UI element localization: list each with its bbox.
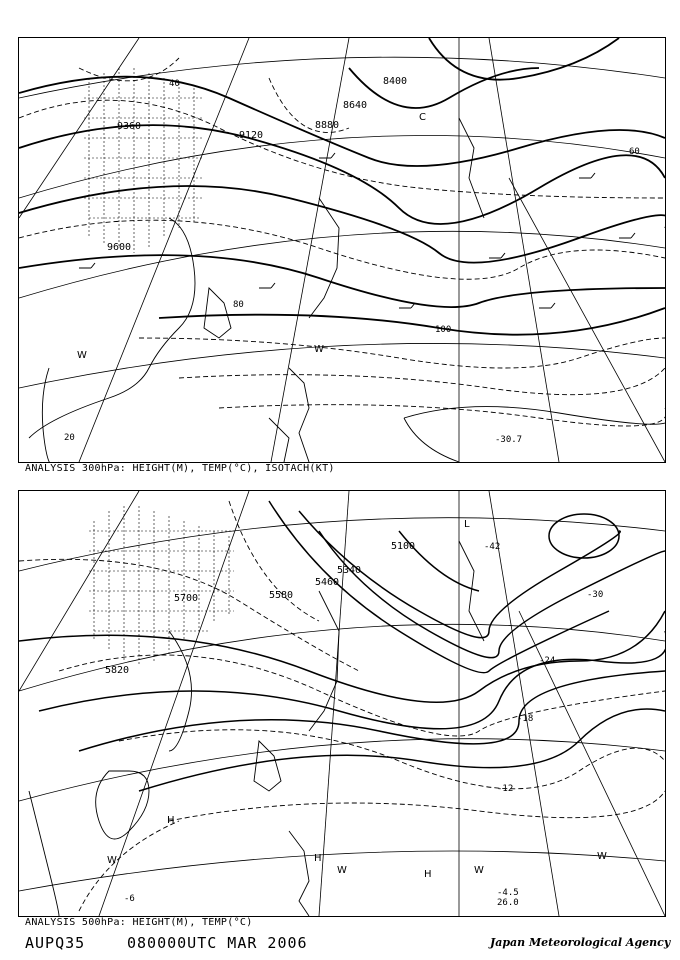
temperature-contours — [19, 501, 665, 911]
isotach-label-80: 80 — [233, 300, 244, 310]
map-panel-300hpa — [18, 37, 666, 463]
height-label-9360: 9360 — [117, 121, 142, 132]
station-temp-label: -4.5 — [497, 888, 519, 898]
height-label-8640: 8640 — [343, 100, 368, 111]
map-panel-500hpa — [18, 490, 666, 917]
agency-label: Japan Meteorological Agency — [490, 936, 671, 949]
height-label-5820: 5820 — [105, 665, 130, 676]
height-label-5100: 5100 — [391, 541, 416, 552]
isotach-label-60: 60 — [629, 147, 640, 157]
height-label-9600: 9600 — [107, 242, 132, 253]
height-label-8400: 8400 — [383, 76, 408, 87]
center-marker: H — [314, 853, 322, 864]
temp-label: -18 — [517, 714, 534, 724]
panel-caption-300hpa: ANALYSIS 300hPa: HEIGHT(M), TEMP(°C), ISOTACH(KT) — [25, 463, 335, 474]
height-contours — [19, 501, 665, 791]
panel-caption-500hpa: ANALYSIS 500hPa: HEIGHT(M), TEMP(°C) — [25, 917, 253, 928]
chart-id-label: AUPQ35 — [25, 934, 86, 952]
hatched-region — [84, 68, 204, 253]
isotach-label-20: 20 — [64, 433, 75, 443]
hatched-region — [89, 506, 234, 666]
center-marker: H — [167, 815, 175, 826]
isotach-label-40: 40 — [169, 79, 180, 89]
temp-label: -30 — [587, 590, 604, 600]
map-500hpa-drawing — [19, 491, 665, 916]
valid-time-label: 080000UTC MAR 2006 — [127, 934, 308, 952]
station-dewpoint-label: 26.0 — [497, 898, 519, 908]
temp-label: -6 — [124, 894, 135, 904]
center-marker: W — [597, 851, 607, 862]
height-label-5340: 5340 — [337, 565, 362, 576]
center-marker: C — [419, 112, 426, 123]
height-label-9120: 9120 — [239, 130, 264, 141]
temp-label: -30.7 — [495, 435, 523, 445]
height-contours — [19, 38, 665, 335]
map-300hpa-drawing — [19, 38, 665, 462]
center-marker: W — [107, 855, 117, 866]
height-label-5460: 5460 — [315, 577, 340, 588]
center-marker: W — [77, 350, 87, 361]
temp-label: -42 — [484, 542, 501, 552]
center-marker: W — [474, 865, 484, 876]
center-marker: W — [314, 344, 324, 355]
temp-label: -12 — [497, 784, 514, 794]
center-marker: W — [337, 865, 347, 876]
temp-label: -24 — [539, 656, 556, 666]
height-label-5700: 5700 — [174, 593, 199, 604]
center-marker: H — [424, 869, 432, 880]
wind-barbs — [79, 153, 635, 308]
height-label-5580: 5580 — [269, 590, 294, 601]
isotach-label-100: 100 — [435, 325, 452, 335]
center-marker: L — [464, 519, 470, 530]
height-label-8880: 8880 — [315, 120, 340, 131]
